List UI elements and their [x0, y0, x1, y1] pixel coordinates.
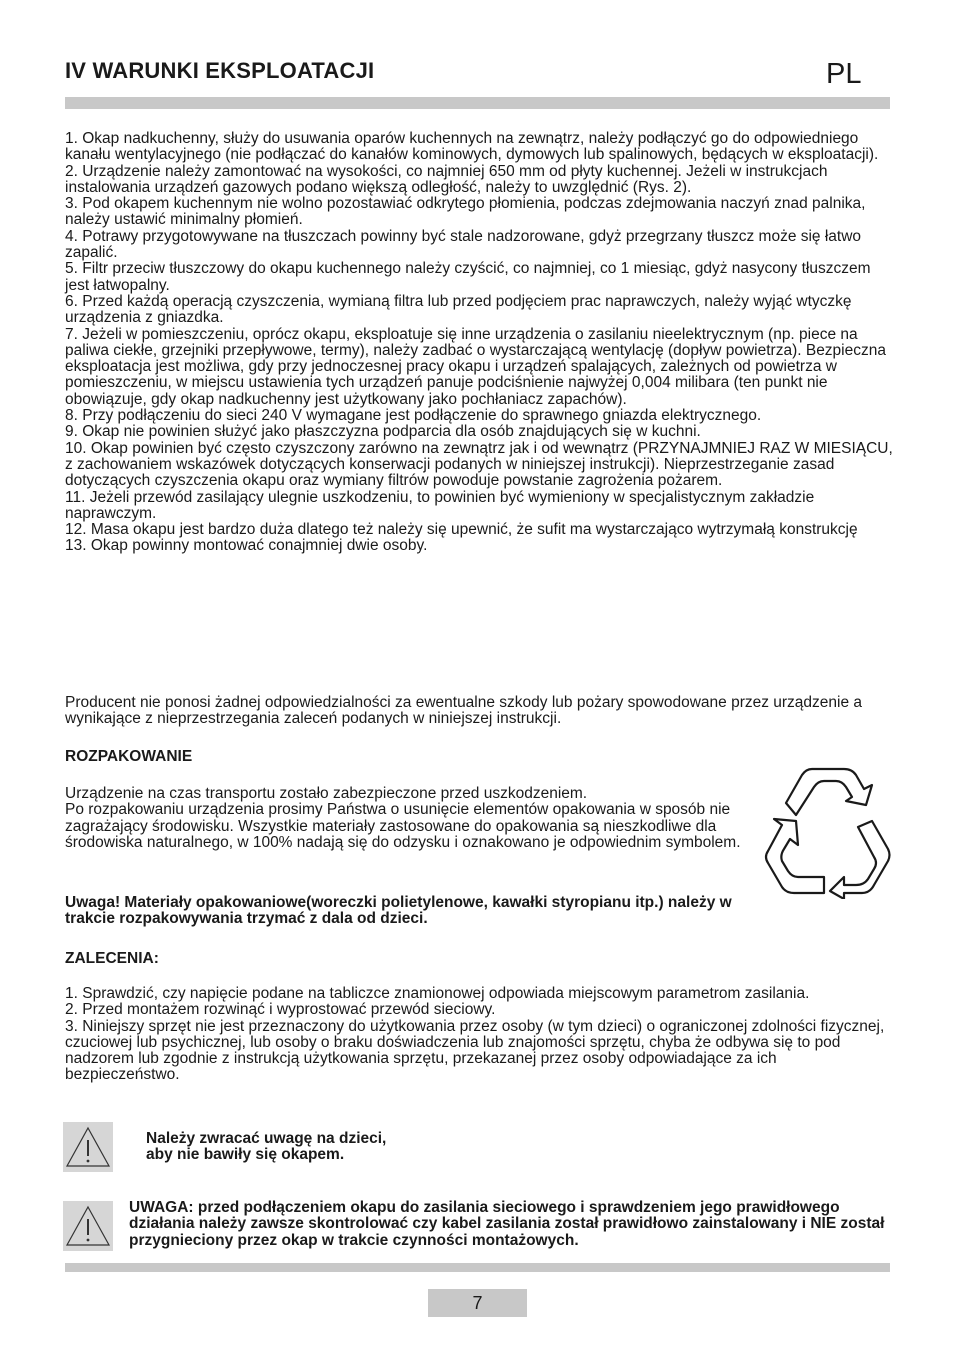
list-item: 1. Okap nadkuchenny, służy do usuwania oparów kuchennych na zewnątrz, należy podłączyć go do odpowiedniego kanału wentylacyjnego (nie podłączać do kanałów kominowych, dymowych lub spalinowych, będących w eksploatacji). — [65, 130, 879, 164]
recommendations-list — [65, 986, 895, 1084]
list-item: 7. Jeżeli w pomieszczeniu, oprócz okapu, eksploatuje się inne urządzenia o zasilaniu nieelektrycznym (np. piece na paliwa ciekłe, grzejniki przepływowe, termy), należy zadbać o wystarczającą wentylację (dopływ powietrza). Bezpieczna eksploatacja jest możliwa, gdy przy jednoczesnej pracy okapu i urządzeń spalających, zależnych od powietrza w pomieszczeniu, w miejscu ustawienia tych urządzeń panuje podciśnienie najwyżej 0,004 milibara (ten punkt nie obowiązuje, gdy okap nadkuchenny jest użytkowany jako pochłaniacz zapachów). — [65, 325, 886, 408]
disclaimer-paragraph: Producent nie ponosi żadnej odpowiedzialności za ewentualne szkody lub pożary spowodowane przez urządzenie a wynikające z nieprzestrzegania zaleceń podanych w niniejszej instrukcji. — [65, 694, 863, 728]
list-item: 8. Przy podłączeniu do sieci 240 V wymagane jest podłączenie do sprawnego gniazda elektrycznego. — [65, 407, 762, 425]
recycle-icon — [762, 765, 892, 899]
list-item: 3. Pod okapem kuchennym nie wolno pozostawiać odkrytego płomienia, podczas zdejmowania naczyń znad palnika, należy ustawić minimalny płomień. — [65, 195, 866, 229]
list-item: 2. Urządzenie należy zamontować na wysokości, co najmniej 650 mm od płyty kuchennej. Jeżeli w instrukcjach instalowania urządzeń gazowych podano większą odległość, należy to uwzględnić (Rys. 2). — [65, 162, 828, 196]
unpacking-line: Urządzenie na czas transportu zostało zabezpieczone przed uszkodzeniem. — [65, 785, 588, 802]
language-code: PL — [826, 58, 862, 90]
recommendations-heading: ZALECENIA: — [65, 950, 159, 967]
list-item: 1. Sprawdzić, czy napięcie podane na tabliczce znamionowej odpowiada miejscowym parametrom zasilania. — [65, 985, 810, 1002]
list-item: 12. Masa okapu jest bardzo duża dlatego też należy się upewnić, że sufit ma wystarczająco wytrzymałą konstrukcję — [65, 521, 858, 539]
page-number: 7 — [428, 1289, 527, 1317]
list-item: 2. Przed montażem rozwinąć i wyprostować przewód sieciowy. — [65, 1001, 496, 1019]
page-title: IV WARUNKI EKSPLOATACJI — [65, 58, 375, 83]
warning-text: UWAGA: przed podłączeniem okapu do zasilania sieciowego i sprawdzeniem jego prawidłowego działania należy zawsze skontrolować czy kabel zasilania został prawidłowo zainstalowany i NIE został przygnieciony przez okap w trakcie czynności montażowych. — [129, 1199, 885, 1249]
warning-text — [146, 1131, 646, 1164]
list-item: 4. Potrawy przygotowywane na tłuszczach powinny być stale nadzorowane, gdyż przegrzany tłuszcz może się łatwo zapalić. — [65, 227, 862, 262]
unpacking-line: Po rozpakowaniu urządzenia prosimy Państwa o usunięcie elementów opakowania w sposób nie zagrażający środowisku. Wszystkie materiały zastosowane do opakowania są nieszkodliwe dla środowiska naturalnego, w 100% nadają się do odzysku i oznakowano je odpowiednim symbolem. — [65, 801, 741, 851]
conditions-list — [65, 131, 895, 555]
list-item: 5. Filtr przeciw tłuszczowy do okapu kuchennego należy czyścić, co najmniej, co 1 miesiąc, gdyż nasycony tłuszczem jest łatwopalny. — [65, 260, 871, 294]
warning-icon — [63, 1201, 113, 1251]
warning-icon — [63, 1122, 113, 1172]
list-item: 11. Jeżeli przewód zasilający ulegnie uszkodzeniu, to powinien być wymieniony w specjalistycznym zakładzie naprawczym. — [65, 488, 815, 522]
list-item: 10. Okap powinien być często czyszczony zarówno na zewnątrz jak i od wewnątrz (PRZYNAJMNIEJ RAZ W MIESIĄCU, z zachowaniem wskazówek dotyczących konserwacji podanych w niniejszej instrukcji). Nieprzestrzeganie zasad dotyczących czyszczenia okapu oraz wymiany filtrów powoduje powstanie zagrożenia pożarem. — [65, 439, 893, 490]
warning-line: Należy zwracać uwagę na dzieci, — [146, 1130, 387, 1147]
header-divider — [65, 97, 890, 109]
list-item: 13. Okap powinny montować conajmniej dwie osoby. — [65, 537, 428, 555]
list-item: 6. Przed każdą operacją czyszczenia, wymianą filtra lub przed podjęciem prac naprawczych, należy wyjąć wtyczkę urządzenia z gniazdka. — [65, 292, 852, 327]
unpacking-text — [65, 786, 755, 851]
footer-divider — [65, 1263, 890, 1272]
list-item: 9. Okap nie powinien służyć jako płaszczyzna podparcia dla osób znajdujących się w kuchni. — [65, 423, 701, 441]
list-item: 3. Niniejszy sprzęt nie jest przeznaczony do użytkowania przez osoby (w tym dzieci) o ograniczonej zdolności fizycznej, czuciowej lub psychicznej, lub osoby o braku doświadczenia lub znajomości sprzętu, chyba że odbywa się to pod nadzorem lub zgodnie z instrukcją użytkowania sprzętu, przekazanej przez osoby odpowiadające za ich bezpieczeństwo. — [65, 1017, 885, 1084]
unpacking-heading: ROZPAKOWANIE — [65, 748, 193, 765]
warning-line: aby nie bawiły się okapem. — [146, 1146, 345, 1164]
unpacking-warning: Uwaga! Materiały opakowaniowe(woreczki polietylenowe, kawałki styropianu itp.) należy w trakcie rozpakowywania trzymać z dala od dzieci. — [65, 894, 732, 928]
